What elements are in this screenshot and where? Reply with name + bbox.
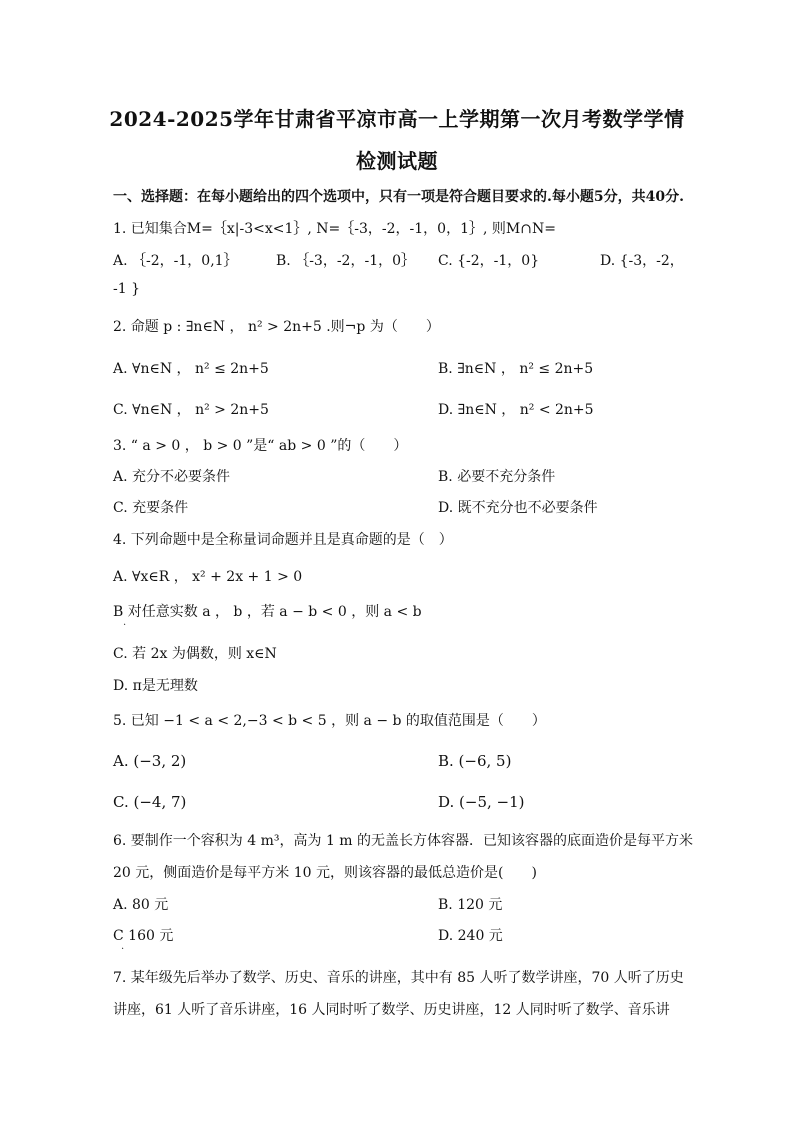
q3-option-c: C. 充要条件 [113,500,189,516]
q7-stem-line1: 7. 某年级先后举办了数学、历史、音乐的讲座，其中有 85 人听了数学讲座，70 人听了历史 [113,970,684,986]
q1-option-d: D. {-3，-2， [600,253,684,269]
q6-stem-line1: 6. 要制作一个容积为 4 m³，高为 1 m 的无盖长方体容器．已知该容器的底面造价是每平方米 [113,833,694,849]
q7-stem-line2: 讲座，61 人听了音乐讲座，16 人同时听了数学、历史讲座，12 人同时听了数学、音乐讲 [113,1002,670,1018]
q5-option-a: A. (−3, 2) [113,752,187,770]
q2-stem: 2. 命题 p : ∃n∈N ， n² > 2n+5 .则¬p 为（ ） [113,319,440,335]
q5-stem: 5. 已知 −1 < a < 2,−3 < b < 5 ，则 a − b 的取值范围是（ ） [113,713,546,729]
option-b-dot-mark: . [123,617,127,628]
q2-option-c: C. ∀n∈N ， n² > 2n+5 [113,402,269,418]
q1-option-b: B. ｛-3，-2，-1，0｝ [276,253,416,269]
document-title-line1: 2024-2025学年甘肃省平凉市高一上学期第一次月考数学学情 [109,107,685,131]
q3-option-a: A. 充分不必要条件 [113,469,231,485]
q3-option-b: B. 必要不充分条件 [438,469,556,485]
q2-option-d: D. ∃n∈N ， n² < 2n+5 [438,402,594,418]
q6-option-b: B. 120 元 [438,897,503,913]
q1-option-d-continued: -1 } [113,281,140,297]
q1-option-a: A. ｛-2，-1，0,1｝ [113,253,238,269]
q4-option-a: A. ∀x∈R ， x² + 2x + 1 > 0 [113,569,303,585]
q6-option-d: D. 240 元 [438,928,503,944]
q3-option-d: D. 既不充分也不必要条件 [438,500,598,516]
section-heading: 一、选择题：在每小题给出的四个选项中，只有一项是符合题目要求的.每小题5分，共40分. [113,189,684,205]
q4-option-b: B 对任意实数 a ， b ，若 a − b < 0 ，则 a < b [113,604,422,620]
q2-option-a: A. ∀n∈N ， n² ≤ 2n+5 [113,361,269,377]
q4-option-c: C. 若 2x 为偶数，则 x∈N [113,646,277,662]
q1-option-c: C. {-2，-1，0} [438,253,540,269]
q5-option-d: D. (−5, −1) [438,793,525,811]
q4-stem: 4. 下列命题中是全称量词命题并且是真命题的是（ ） [113,532,453,548]
q6-stem-line2: 20 元，侧面造价是每平方米 10 元，则该容器的最低总造价是( ) [113,865,537,881]
option-c-dot-mark: . [121,941,125,952]
q5-option-c: C. (−4, 7) [113,793,187,811]
q3-stem: 3. “ a > 0 ， b > 0 ”是“ ab > 0 ”的（ ） [113,438,408,454]
document-title-line2: 检测试题 [356,149,438,173]
q6-option-a: A. 80 元 [113,897,169,913]
q2-option-b: B. ∃n∈N ， n² ≤ 2n+5 [438,361,594,377]
q5-option-b: B. (−6, 5) [438,752,512,770]
q6-option-c: C 160 元 [113,928,174,944]
q1-stem: 1. 已知集合M=｛x|-3<x<1｝, N=｛-3，-2，-1，0，1｝, 则M∩N= [113,221,556,237]
q4-option-d: D. π是无理数 [113,678,198,694]
